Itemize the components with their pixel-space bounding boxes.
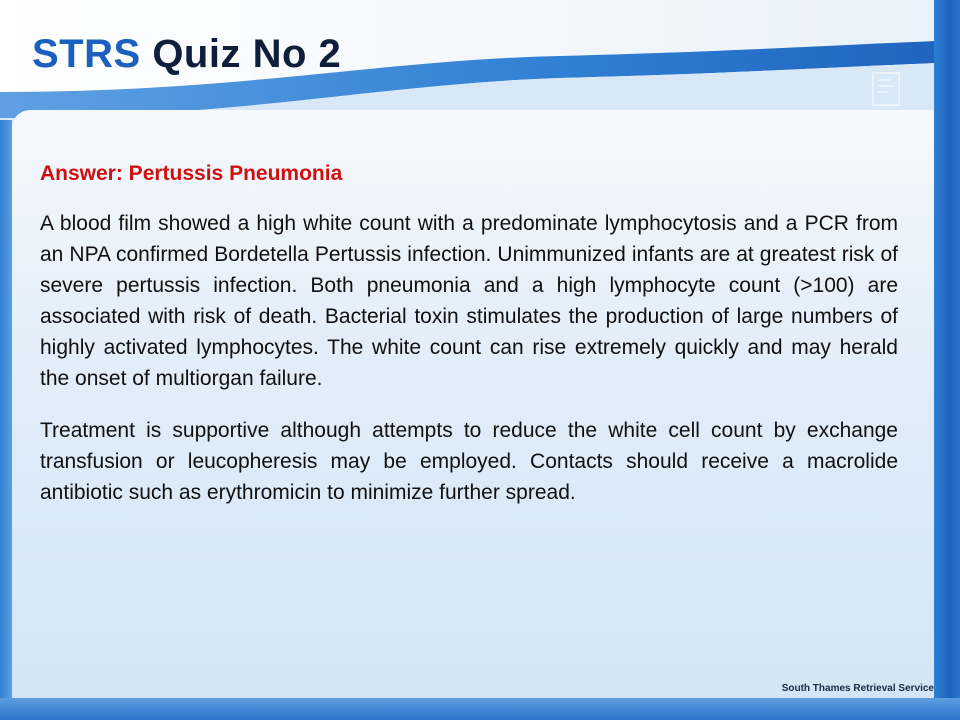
right-frame	[934, 0, 960, 720]
slide-body	[40, 158, 898, 529]
footer-organisation: South Thames Retrieval Service	[781, 683, 934, 694]
answer-heading: Answer: Pertussis Pneumonia	[40, 162, 343, 185]
slide-title	[32, 32, 341, 77]
paragraph-diagnosis: A blood film showed a high white count with a predominate lymphocytosis and a PCR from an NPA confirmed Bordetella Pertussis infection. Unimmunized infants are at greatest risk of severe pertussis infection. Both pneumonia and a high lymphocyte count (>100) are associated with risk of death. Bacterial toxin stimulates the production of large numbers of highly activated lymphocytes. The white count can rise extremely quickly and may herald the onset of multiorgan failure.	[40, 212, 898, 390]
bottom-frame	[0, 698, 960, 720]
title-strs: STRS	[32, 32, 141, 76]
title-quiz: Quiz No 2	[152, 32, 342, 76]
left-frame	[0, 120, 12, 720]
paragraph-treatment: Treatment is supportive although attempts to reduce the white cell count by exchange transfusion or leucopheresis may be employed. Contacts should receive a macrolide antibiotic such as erythromicin to minimize further spread.	[40, 419, 898, 504]
document-mark-icon	[872, 72, 900, 106]
